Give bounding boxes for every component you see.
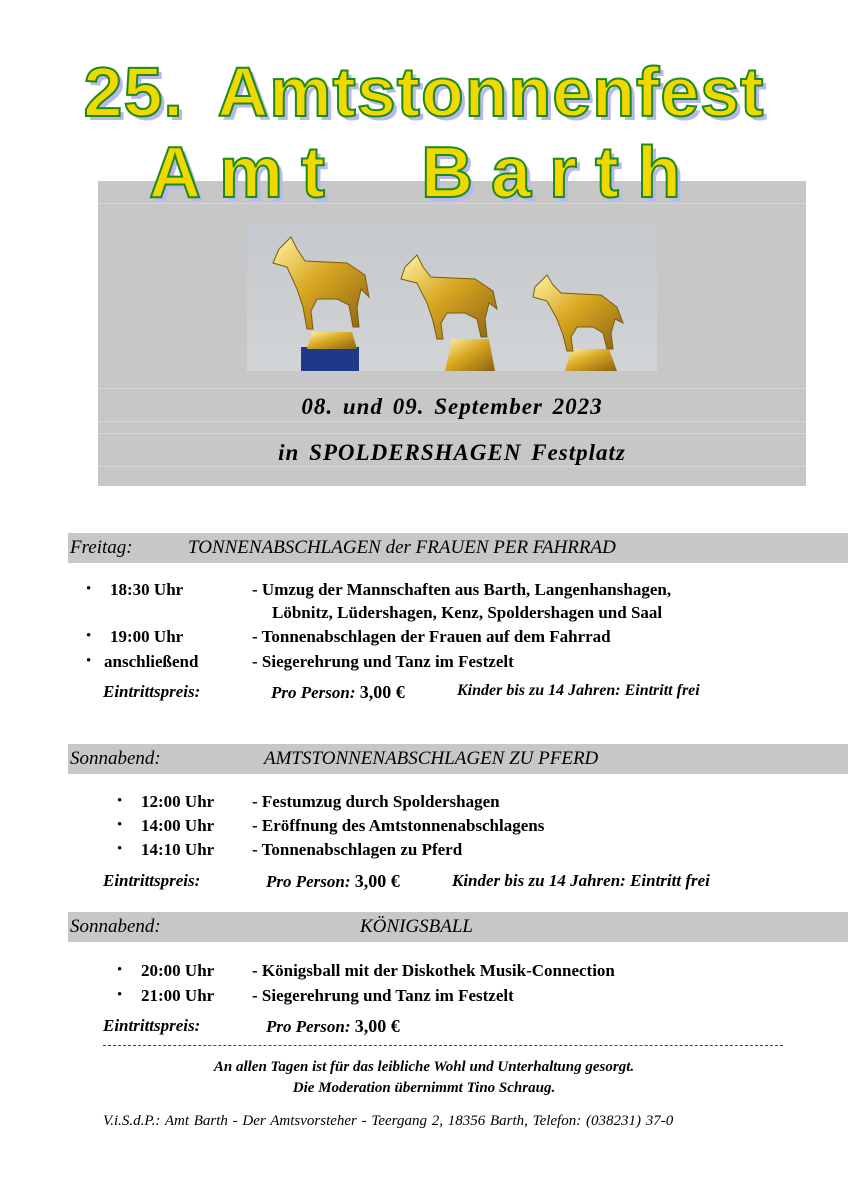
schedule-text: - Tonnenabschlagen zu Pferd [252, 840, 463, 859]
schedule-time: 21:00 Uhr [141, 986, 215, 1005]
schedule-text: - Königsball mit der Diskothek Musik-Connection [252, 961, 615, 980]
section-koenigsball-header [68, 912, 848, 942]
poster-subtitle: Amt Barth [148, 133, 699, 213]
section-friday-header [68, 533, 848, 563]
schedule-text: - Eröffnung des Amtstonnenabschlagens [252, 816, 545, 835]
bullet-icon: • [86, 581, 92, 597]
section-heading: AMTSTONNENABSCHLAGEN ZU PFERD [264, 748, 599, 769]
bullet-icon: • [117, 817, 123, 833]
section-day: Sonnabend: [70, 748, 161, 769]
price-person-label: Pro Person: [271, 683, 356, 702]
bullet-icon: • [117, 962, 123, 978]
price-label: Eintrittspreis: [103, 1016, 201, 1035]
divider [103, 1045, 783, 1046]
schedule-time: 20:00 Uhr [141, 961, 215, 980]
price-person [266, 871, 400, 892]
schedule-time: anschließend [104, 652, 199, 671]
price-label: Eintrittspreis: [103, 871, 201, 890]
schedule-text: - Siegerehrung und Tanz im Festzelt [252, 652, 514, 671]
horse-trophies-image [247, 221, 657, 371]
price-person [266, 1016, 400, 1037]
event-location: in SPOLDERSHAGEN Festplatz [278, 440, 626, 465]
schedule-time: 18:30 Uhr [110, 580, 184, 599]
bullet-icon: • [86, 653, 92, 669]
bullet-icon: • [117, 793, 123, 809]
price-value: 3,00 € [359, 682, 405, 702]
poster-title: 25. Amtstonnenfest [83, 53, 765, 131]
price-kids: Kinder bis zu 14 Jahren: Eintritt frei [457, 682, 700, 699]
bullet-icon: • [117, 841, 123, 857]
trophy-photo [247, 221, 657, 371]
schedule-text: - Tonnenabschlagen der Frauen auf dem Fahrrad [252, 627, 611, 646]
section-saturday-header [68, 744, 848, 774]
footer-note: An allen Tagen ist für das leibliche Wohl und Unterhaltung gesorgt. [213, 1059, 635, 1075]
schedule-text: - Festumzug durch Spoldershagen [252, 792, 500, 811]
price-person [271, 682, 405, 703]
schedule-text: - Umzug der Mannschaften aus Barth, Langenhanshagen, [252, 580, 672, 599]
price-person-label: Pro Person: [266, 872, 351, 891]
schedule-text: - Siegerehrung und Tanz im Festzelt [252, 986, 514, 1005]
section-heading: KÖNIGSBALL [360, 916, 473, 937]
price-value: 3,00 € [354, 871, 400, 891]
section-day: Sonnabend: [70, 916, 161, 937]
schedule-time: 19:00 Uhr [110, 627, 184, 646]
event-date: 08. und 09. September 2023 [301, 394, 603, 419]
imprint: V.i.S.d.P.: Amt Barth - Der Amtsvorsteher - Teergang 2, 18356 Barth, Telefon: (038231) 37-0 [103, 1113, 674, 1129]
price-value: 3,00 € [354, 1016, 400, 1036]
section-day: Freitag: [70, 537, 133, 558]
footer-moderation: Die Moderation übernimmt Tino Schraug. [292, 1080, 556, 1096]
schedule-time: 14:00 Uhr [141, 816, 215, 835]
schedule-time: 12:00 Uhr [141, 792, 215, 811]
section-heading: TONNENABSCHLAGEN der FRAUEN PER FAHRRAD [188, 537, 616, 558]
schedule-text-cont: Löbnitz, Lüdershagen, Kenz, Spoldershagen und Saal [272, 603, 663, 622]
bullet-icon: • [117, 987, 123, 1003]
price-kids: Kinder bis zu 14 Jahren: Eintritt frei [452, 871, 710, 890]
price-label: Eintrittspreis: [103, 682, 201, 701]
schedule-time: 14:10 Uhr [141, 840, 215, 859]
price-person-label: Pro Person: [266, 1017, 351, 1036]
bullet-icon: • [86, 628, 92, 644]
